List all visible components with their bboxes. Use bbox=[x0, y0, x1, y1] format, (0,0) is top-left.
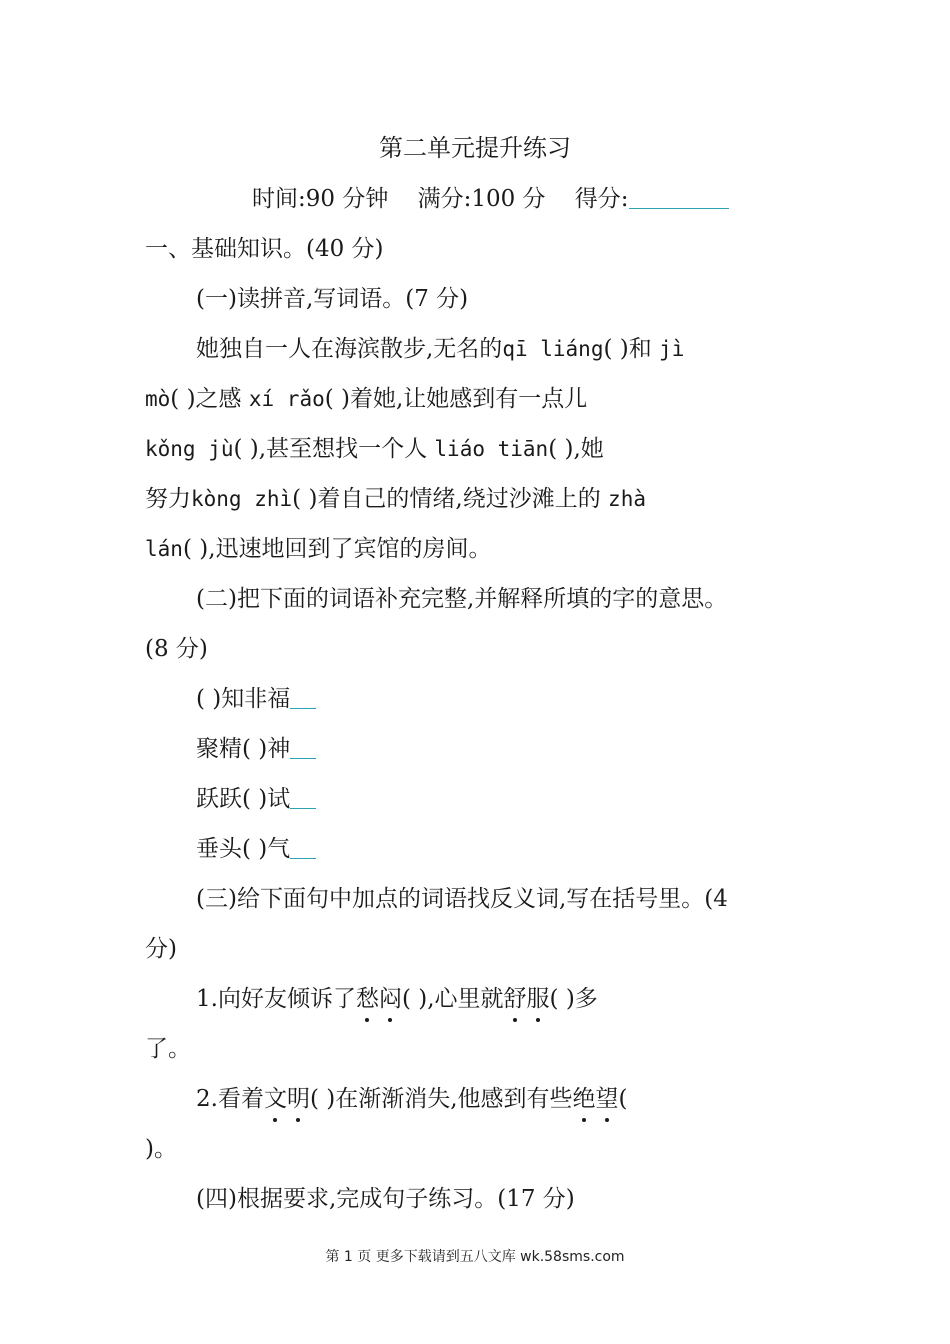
idiom-item: 跃跃( )试 bbox=[196, 784, 861, 814]
question-3-heading: (三)给下面句中加点的词语找反义词,写在括号里。(4 bbox=[196, 886, 728, 912]
question-1-heading: (一)读拼音,写词语。(7 分) bbox=[196, 286, 469, 312]
q1-line-5: lán( ),迅速地回到了宾馆的房间。 bbox=[145, 536, 492, 562]
idiom-item: ( )知非福 bbox=[196, 684, 861, 714]
dotted-char: 服 bbox=[526, 986, 550, 1012]
question-2-heading: (二)把下面的词语补充完整,并解释所填的字的意思。 bbox=[196, 586, 728, 612]
q1-line-4: 努力kòng zhì( )着自己的情绪,绕过沙滩上的 zhà bbox=[145, 486, 646, 512]
time-limit: 时间:90 分钟 bbox=[252, 186, 389, 212]
q3-sentence-1: 1.向好友倾诉了愁闷( ),心里就舒服( )多 bbox=[196, 986, 598, 1012]
dotted-char: 明 bbox=[286, 1086, 310, 1112]
score-blank bbox=[629, 186, 729, 209]
dotted-char: 舒 bbox=[503, 986, 527, 1012]
answer-blank bbox=[290, 786, 316, 809]
q3-sentence-1-cont: 了。 bbox=[145, 1036, 191, 1062]
q1-line-2: mò( )之感 xí rǎo( )着她,让她感到有一点儿 bbox=[145, 386, 588, 412]
q3-sentence-2: 2.看着文明( )在渐渐消失,他感到有些绝望( bbox=[196, 1086, 628, 1112]
answer-blank bbox=[290, 836, 316, 859]
full-score: 满分:100 分 bbox=[417, 186, 546, 212]
q1-line-3: kǒng jù( ),甚至想找一个人 liáo tiān( ),她 bbox=[145, 436, 604, 462]
dotted-char: 绝 bbox=[572, 1086, 596, 1112]
answer-blank bbox=[290, 736, 316, 759]
q1-line-1: 她独自一人在海滨散步,无名的qī liáng( )和 jì bbox=[196, 336, 685, 362]
q3-sentence-2-cont: )。 bbox=[145, 1136, 177, 1162]
question-3-heading-cont: 分) bbox=[145, 936, 177, 962]
question-2-points: (8 分) bbox=[145, 636, 208, 662]
dotted-char: 闷 bbox=[378, 986, 402, 1012]
exam-meta bbox=[252, 184, 729, 214]
dotted-char: 望 bbox=[595, 1086, 619, 1112]
section-heading: 一、基础知识。(40 分) bbox=[145, 236, 384, 262]
dotted-char: 愁 bbox=[355, 986, 379, 1012]
question-4-heading: (四)根据要求,完成句子练习。(17 分) bbox=[196, 1186, 575, 1212]
page-footer: 第 1 页 更多下载请到五八文库 wk.58sms.com bbox=[325, 1249, 625, 1265]
answer-blank bbox=[290, 686, 316, 709]
idiom-item: 垂头( )气 bbox=[196, 834, 861, 864]
page-title: 第二单元提升练习 bbox=[379, 134, 571, 162]
score-label: 得分: bbox=[574, 186, 629, 212]
idiom-item: 聚精( )神 bbox=[196, 734, 861, 764]
dotted-char: 文 bbox=[263, 1086, 287, 1112]
